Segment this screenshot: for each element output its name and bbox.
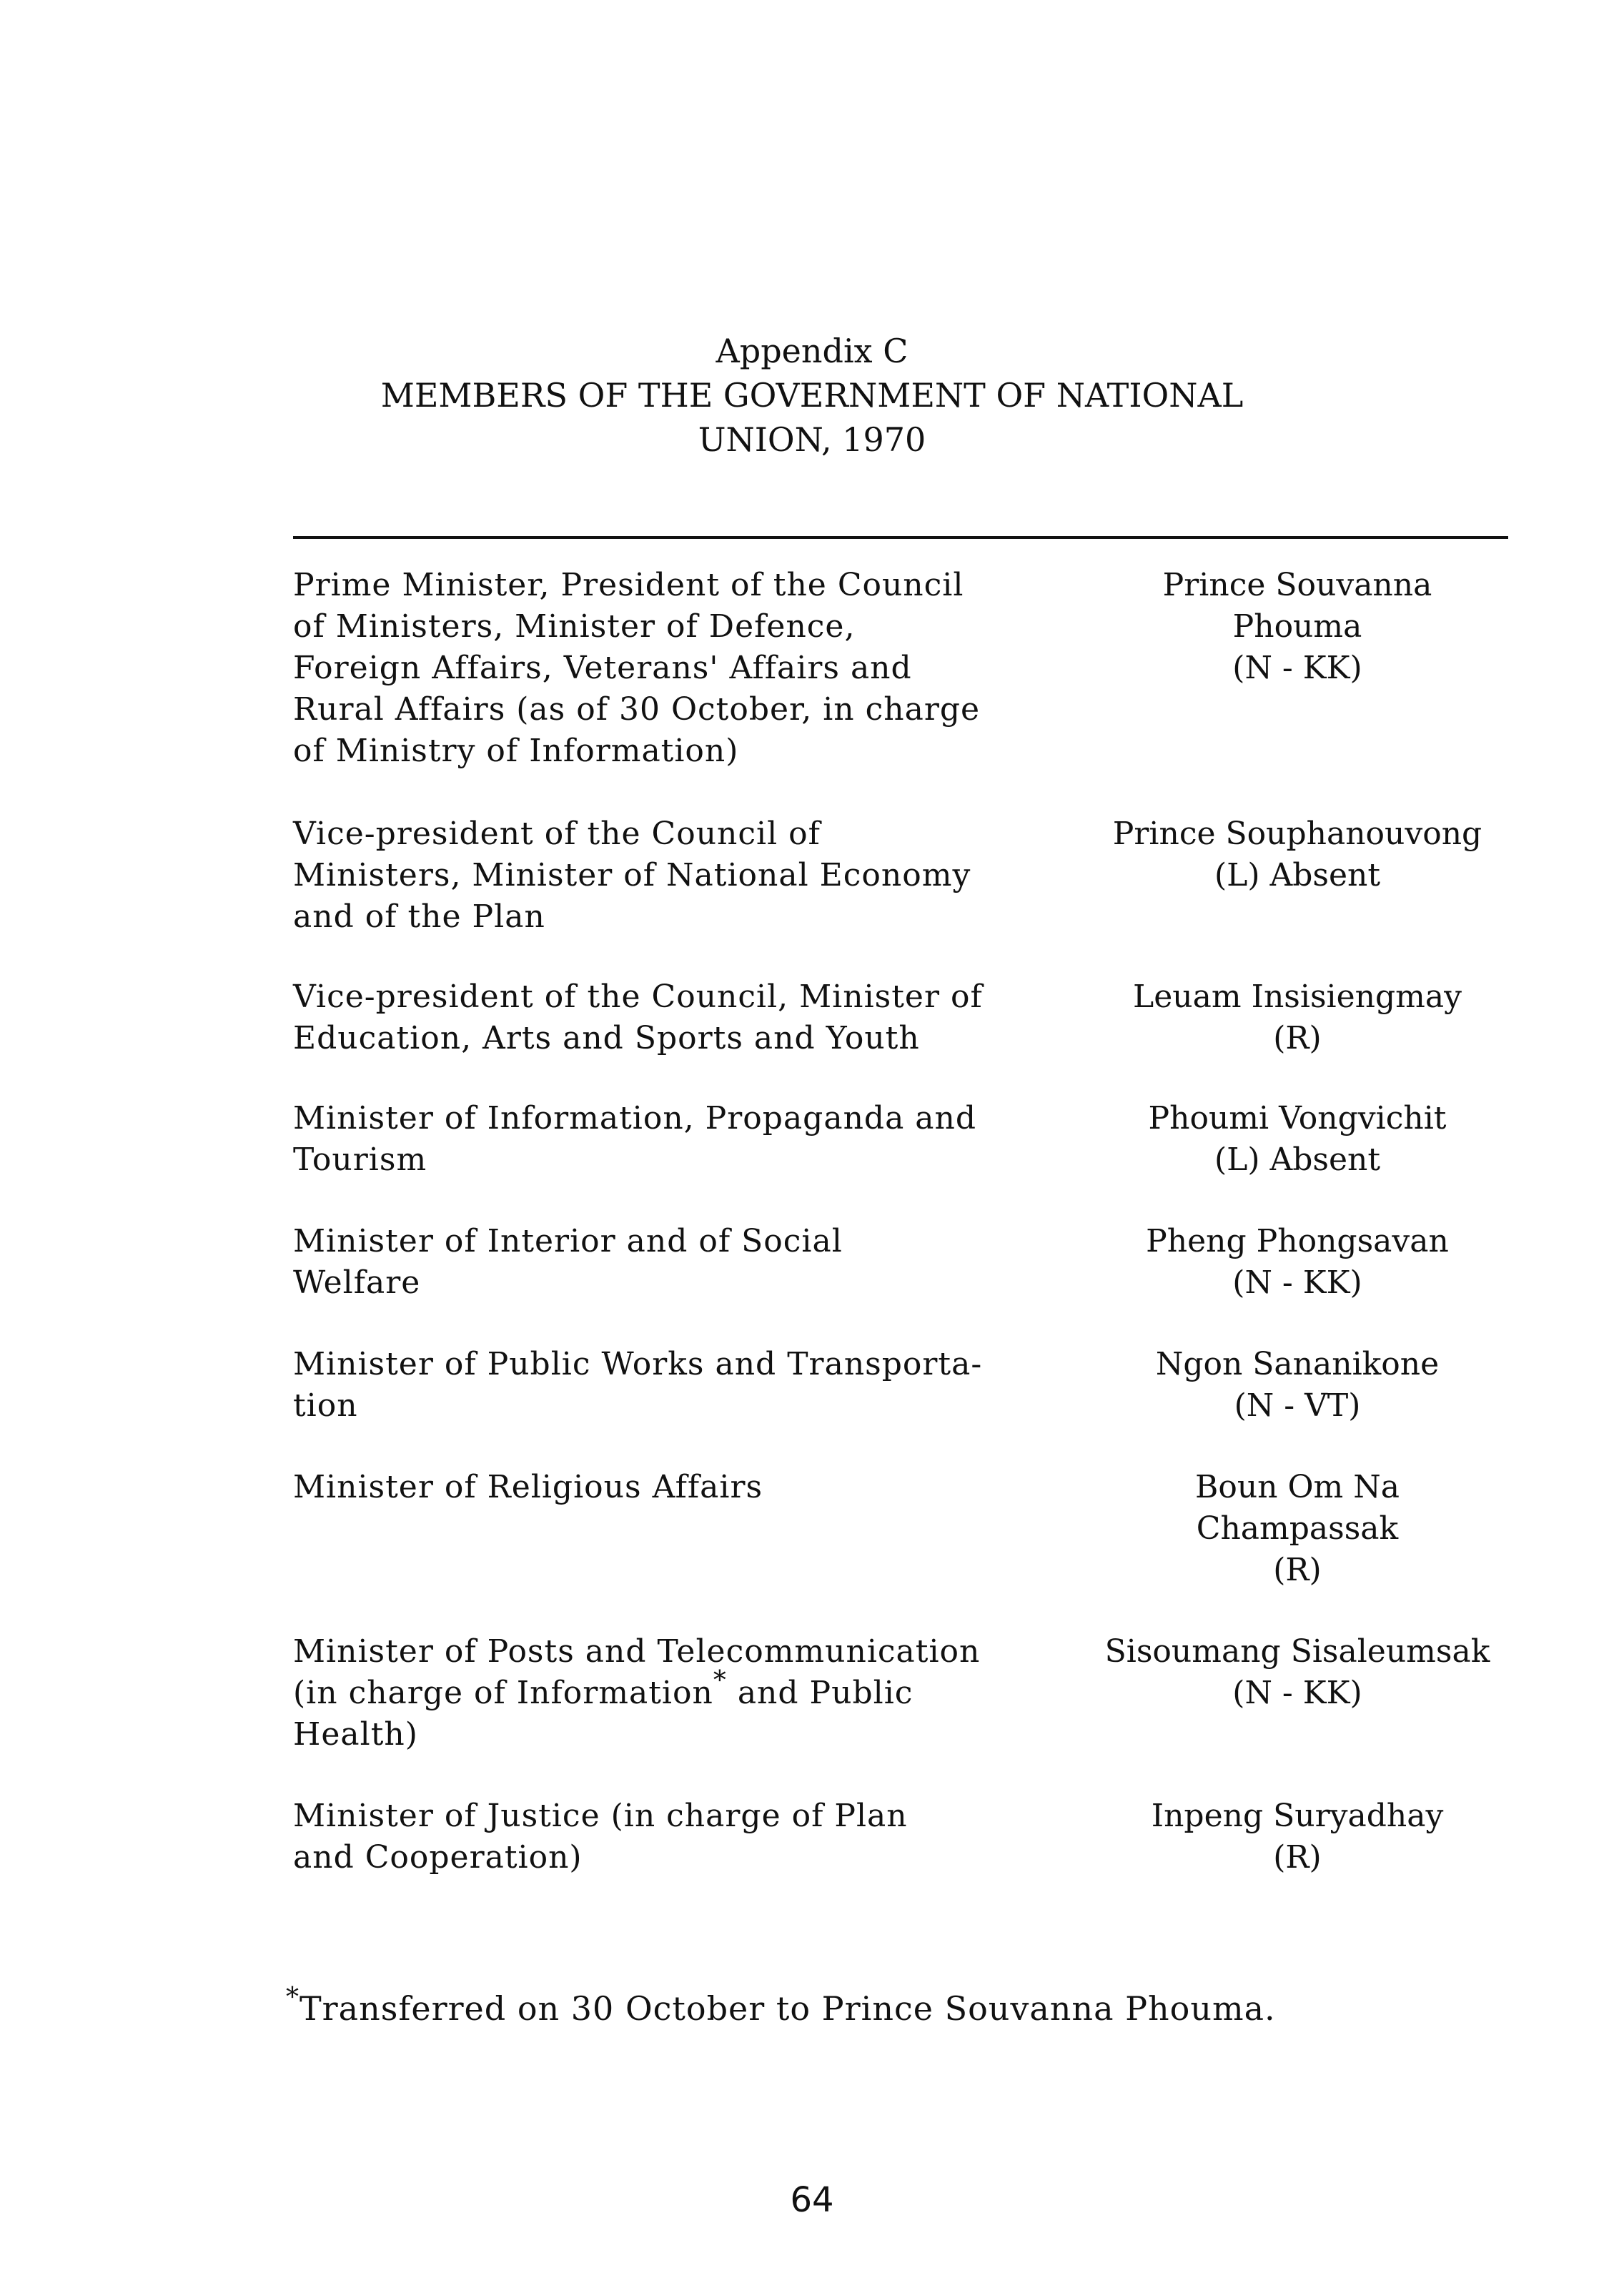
appendix-label: Appendix C (716, 332, 908, 370)
page-header (0, 329, 1624, 462)
office-holder: Pheng Phongsavan (N - KK) (1146, 1223, 1449, 1301)
footnote (286, 1983, 1276, 2030)
page-title-line-2: UNION, 1970 (698, 420, 926, 459)
office-holder: Ngon Sananikone (N - VT) (1155, 1346, 1440, 1424)
office-holder: Sisoumang Sisaleumsak (N - KK) (1104, 1633, 1490, 1711)
office-title: Vice-president of the Council, Minister of Education, Arts and Sports and Youth (293, 979, 983, 1056)
office-title: Minister of Religious Affairs (293, 1469, 763, 1505)
footnote-text: Transferred on 30 October to Prince Souvanna Phouma. (299, 1989, 1276, 2028)
office-title: Minister of Justice (in charge of Plan and Cooperation) (293, 1798, 908, 1876)
office-holder: Leuam Insisiengmay (R) (1133, 979, 1462, 1056)
header-divider (293, 536, 1508, 539)
office-title: Minister of Posts and Telecommunication (in charge of Information* and Public Health) (293, 1633, 981, 1753)
office-holder: Boun Om Na Champassak (R) (1195, 1469, 1400, 1588)
office-holder: Phoumi Vongvichit (L) Absent (1148, 1100, 1447, 1178)
office-title: Minister of Public Works and Transporta- tion (293, 1346, 983, 1424)
office-title: Vice-president of the Council of Ministers, Minister of National Economy and of the Plan (293, 816, 971, 935)
page-title-line-1: MEMBERS OF THE GOVERNMENT OF NATIONAL (380, 376, 1244, 415)
office-title: Minister of Interior and of Social Welfare (293, 1223, 843, 1301)
footnote-marker: * (713, 1666, 727, 1696)
footnote-asterisk: * (286, 1983, 299, 2013)
page-number: 64 (790, 2180, 834, 2220)
office-title: Prime Minister, President of the Council of Ministers, Minister of Defence, Foreign Affairs, Veterans' Affairs and Rural Affairs (as of 30 October, in charge of Ministry of Information) (293, 567, 981, 769)
office-holder: Prince Souphanouvong (L) Absent (1112, 816, 1482, 893)
office-holder: Inpeng Suryadhay (R) (1151, 1798, 1444, 1876)
office-holder: Prince Souvanna Phouma (N - KK) (1162, 567, 1432, 686)
office-title: Minister of Information, Propaganda and Tourism (293, 1100, 977, 1178)
